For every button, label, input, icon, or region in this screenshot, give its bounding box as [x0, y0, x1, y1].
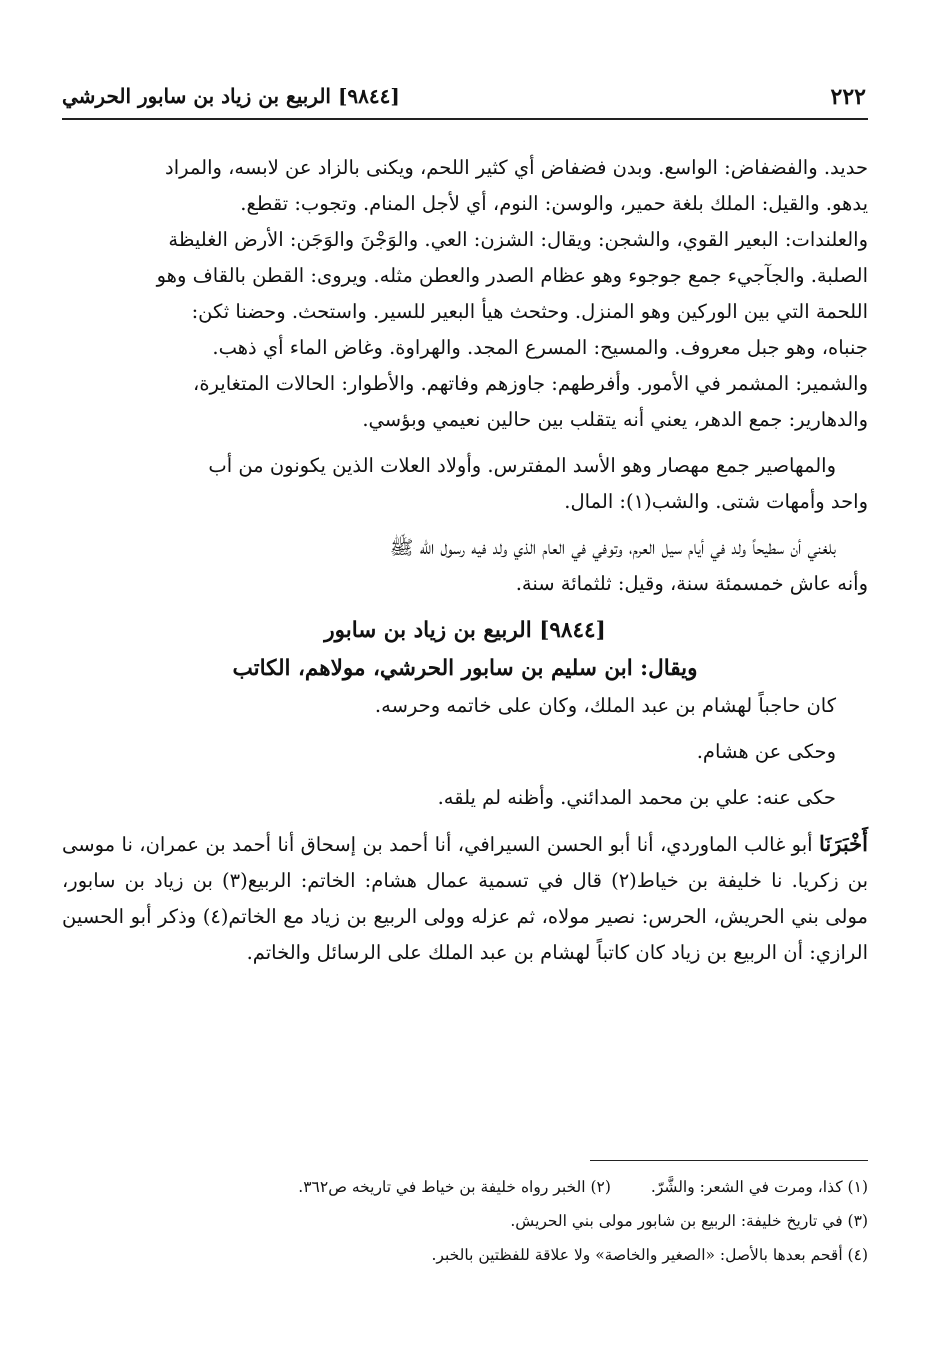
text-line: حديد. والفضفاض: الواسع. وبدن فضفاض أي كثير اللحم، ويكنى بالزاد عن لابسه، والمراد [165, 156, 868, 179]
text-line: وأنه عاش خمسمئة سنة، وقيل: ثلثمائة سنة. [515, 572, 868, 595]
text-line: والدهارير: جمع الدهر، يعني أنه يتقلب بين حالين نعيمي وبؤسي. [362, 408, 868, 431]
text-line: والعلندات: البعير القوي، والشجن: ويقال: الشزن: العي. والوَجْنَ والوَجَن: الأرض الغليظة [168, 228, 868, 251]
running-title: [٩٨٤٤] الربيع بن زياد بن سابور الحرشي [62, 84, 400, 108]
text-line: يدهو. والقيل: الملك بلغة حمير، والوسن: النوم، أي لأجل المنام. وتجوب: تقطع. [240, 192, 868, 215]
text-line: اللحمة التي بين الوركين وهو المنزل. وحثحث هيأ البعير للسير. واستحث. وحضنا ثكن: [191, 300, 868, 323]
page-number: ٢٢٢ [830, 84, 866, 110]
isnad-paragraph [62, 826, 868, 971]
text-line: وحكى عن هشام. [696, 740, 836, 763]
text-line: جنباه، وهو جبل معروف. والمسيح: المسرع المجد. والهراوة. وغاض الماء أي ذهب. [212, 336, 868, 359]
text-line: واحد وأمهات شتى. والشب(١): المال. [564, 490, 868, 513]
footnote-divider [590, 1160, 868, 1161]
text-line: كان حاجباً لهشام بن عبد الملك، وكان على خاتمه وحرسه. [374, 694, 836, 717]
entry-title: [٩٨٤٤] الربيع بن زياد بن سابور [324, 618, 606, 643]
main-text [62, 150, 868, 971]
text-line: والمهاصير جمع مهصار وهو الأسد المفترس. وأولاد العلات الذين يكونون من أب [208, 454, 836, 477]
footnote-3: (٣) في تاريخ خليفة: الربيع بن شابور مولى بني الحريش. [510, 1212, 868, 1230]
footnote-2: (٢) الخبر رواه خليفة بن خياط في تاريخه ص٣٦٢. [298, 1178, 611, 1196]
text-line: بلغني أن سطيحاً ولد في أيام سيل العرم، وتوفي في العام الذي ولد فيه رسول الله ﷺ [389, 536, 836, 559]
text-line: الصلبة. والجآجيء جمع جوجوء وهو عظام الصدر والعطن مثله. ويروى: القطن بالقاف وهو [156, 264, 868, 287]
isnad-lead: أَخْبَرَنَا [819, 831, 868, 856]
isnad-text: أبو غالب الماوردي، أنا أبو الحسن السيرافي، أنا أحمد بن إسحاق أنا أحمد بن عمران، نا موسى بن زكريا. نا خليفة بن خياط(٢) قال في تسمية عمال هشام: الخاتم: الربيع(٣) بن زياد بن سابور، مولى بني الحريش، الحرس: نصير مولاه، ثم عزله وولى الربيع بن زياد مع الخاتم(٤) وذكر أبو الحسين الرازي: أن الربيع بن زياد كان كاتباً لهشام بن عبد الملك على الرسائل والخاتم. [62, 833, 869, 964]
entry-subtitle: ويقال: ابن سليم بن سابور الحرشي، مولاهم، الكاتب [232, 656, 698, 681]
text-line: والشمير: المشمر في الأمور. وأفرطهم: جاوزهم وفاتهم. والأطوار: الحالات المتغايرة، [193, 372, 868, 395]
page-header [62, 80, 868, 120]
footnotes [62, 1170, 868, 1272]
footnote-4: (٤) أقحم بعدها بالأصل: «الصغير والخاصة» ولا علاقة للفظتين بالخبر. [431, 1246, 868, 1264]
text-line: حكى عنه: علي بن محمد المدائني. وأظنه لم يلقه. [437, 786, 836, 809]
footnote-1: (١) كذا، ومرت في الشعر: والشَّرّ. [650, 1178, 868, 1196]
